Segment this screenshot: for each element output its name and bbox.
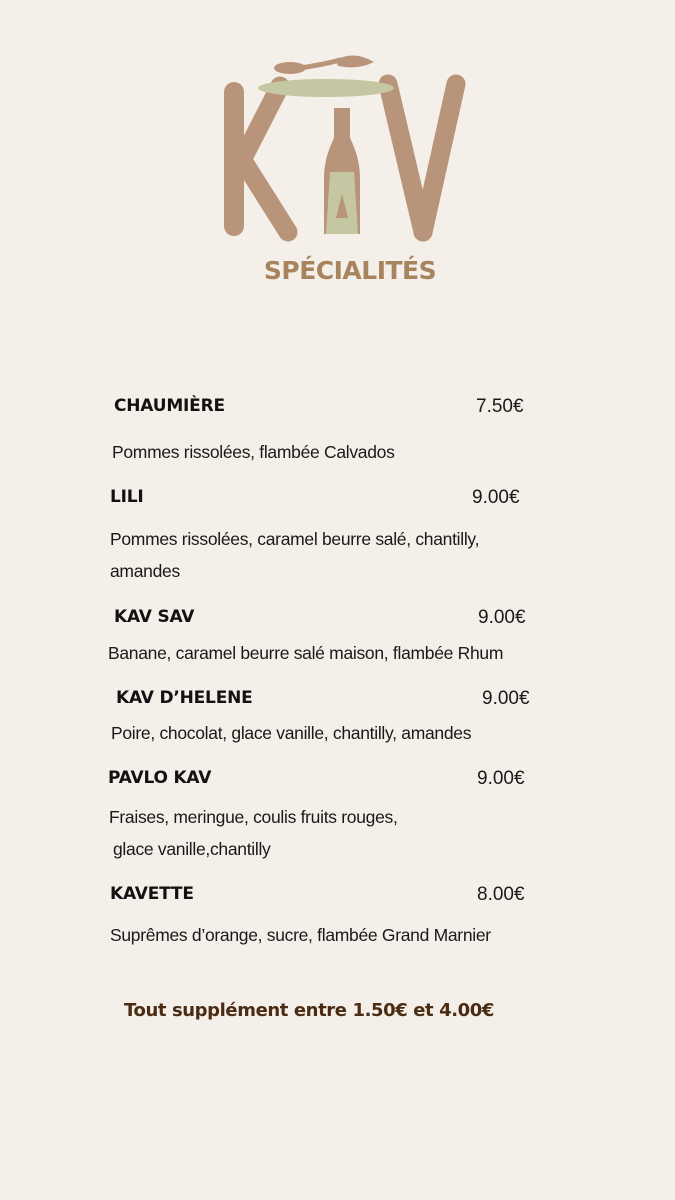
menu-item-description: amandes xyxy=(110,561,180,581)
menu-item-name: CHAUMIÈRE xyxy=(114,396,225,416)
supplement-note: Tout supplément entre 1.50€ et 4.00€ xyxy=(124,1000,495,1021)
menu-item-price: 7.50€ xyxy=(476,396,524,417)
menu-item-price: 9.00€ xyxy=(472,487,520,508)
menu-item-description: Fraises, meringue, coulis fruits rouges, xyxy=(109,807,398,827)
menu-item-description: Pommes rissolées, caramel beurre salé, chantilly, xyxy=(110,529,480,549)
menu-item-price: 9.00€ xyxy=(478,607,526,628)
menu-item-name: KAV SAV xyxy=(114,607,195,627)
menu-item-name: KAV D’HELENE xyxy=(116,688,253,708)
page-title: SPÉCIALITÉS xyxy=(263,256,437,285)
menu-item-description: Suprêmes d’orange, sucre, flambée Grand Marnier xyxy=(110,925,491,945)
kav-logo xyxy=(218,46,468,242)
menu-item-description: Pommes rissolées, flambée Calvados xyxy=(112,442,395,462)
menu-item-price: 8.00€ xyxy=(477,884,525,905)
menu-item-description: Poire, chocolat, glace vanille, chantilly, amandes xyxy=(111,723,472,743)
menu-item-description: glace vanille,chantilly xyxy=(113,839,271,859)
menu-item-description: Banane, caramel beurre salé maison, flambée Rhum xyxy=(108,643,504,663)
menu-item-price: 9.00€ xyxy=(482,688,530,709)
menu-item-name: KAVETTE xyxy=(110,884,194,904)
wine-bottle-tray-icon xyxy=(218,46,468,242)
menu-item-name: LILI xyxy=(110,487,144,507)
menu-item-price: 9.00€ xyxy=(477,768,525,789)
menu-item-name: PAVLO KAV xyxy=(108,768,212,788)
